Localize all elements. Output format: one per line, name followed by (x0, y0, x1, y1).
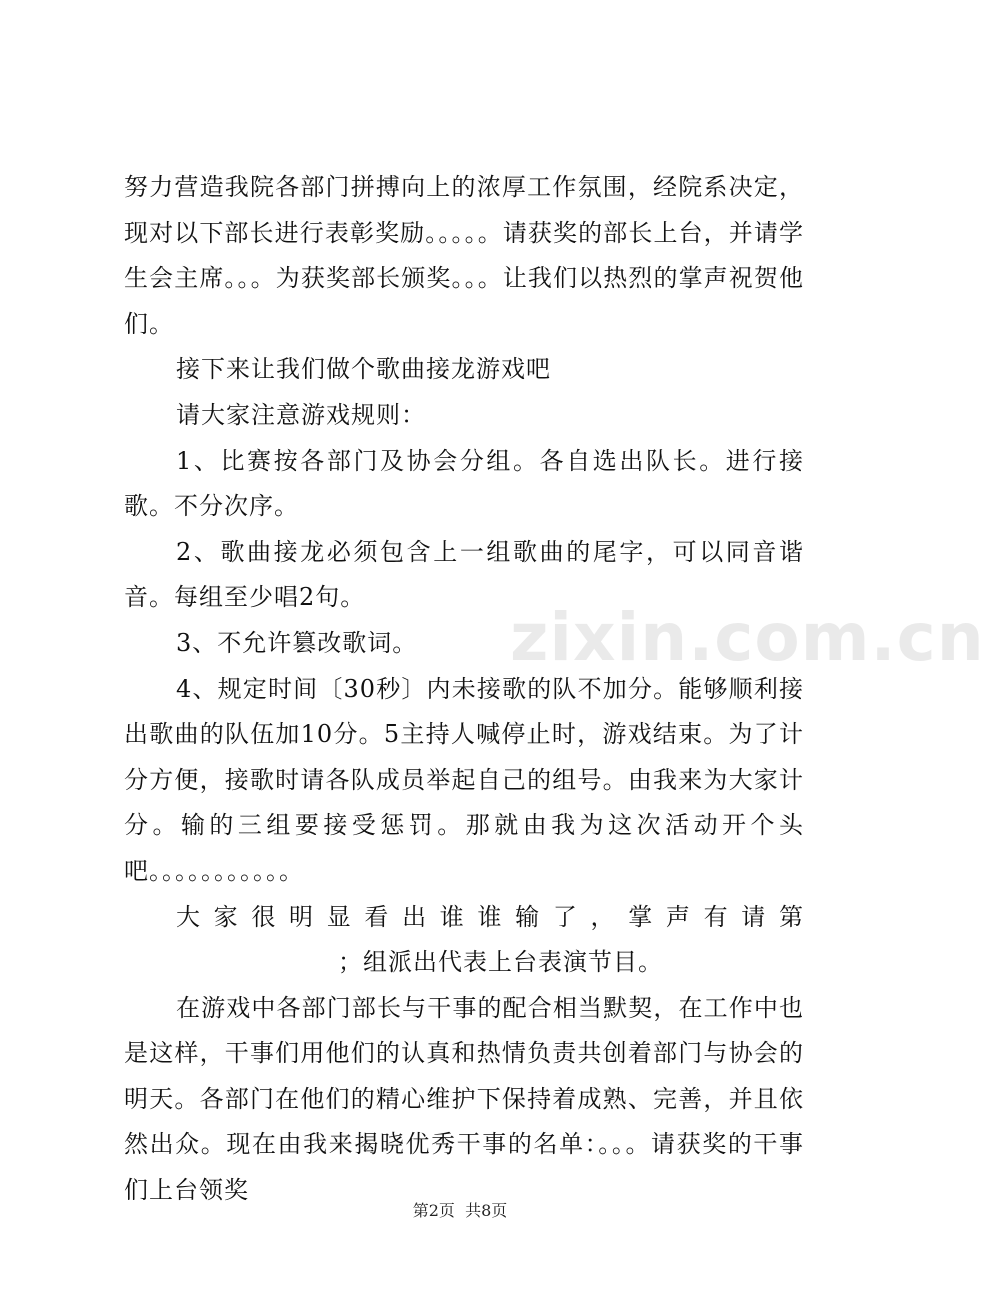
page-footer: 第2页 共8页 (412, 1201, 508, 1220)
paragraph-rule-4: 4、规定时间〔30秒〕内未接歌的队不加分。能够顺利接出歌曲的队伍加10分。5主持人喊停止时，游戏结束。为了计分方便，接歌时请各队成员举起自己的组号。由我来为大家计分。输的三组要接受惩罚。那就由我为这次活动开个头吧。。。。。。。。。。。 (124, 674, 804, 885)
paragraph-game-intro: 接下来让我们做个歌曲接龙游戏吧 (176, 355, 551, 384)
paragraph-rule-3: 3、不允许篡改歌词。 (176, 628, 418, 657)
paragraph-loser-performance (124, 895, 804, 986)
paragraph-rule-1: 1、比赛按各部门及协会分组。各自选出队长。进行接歌。不分次序。 (124, 446, 804, 521)
loser-text-after: ；组派出代表上台表演节目。 (338, 948, 663, 977)
paragraph-staff-award: 在游戏中各部门部长与干事的配合相当默契，在工作中也是这样，干事们用他们的认真和热情负责共创着部门与协会的明天。各部门在他们的精心维护下保持着成熟、完善，并且依然出众。现在由我来揭晓优秀干事的名单：。。。请获奖的干事们上台领奖 (124, 993, 804, 1205)
paragraph-rule-2: 2、歌曲接龙必须包含上一组歌曲的尾字，可以同音谐音。每组至少唱2句。 (124, 537, 804, 612)
paragraph-rules-heading: 请大家注意游戏规则： (176, 400, 426, 429)
site-watermark: zixin.com.cn (510, 599, 985, 676)
paragraph-award-departments: 努力营造我院各部门拼搏向上的浓厚工作氛围，经院系决定，现对以下部长进行表彰奖励。。。。。请获奖的部长上台，并请学生会主席。。。为获奖部长颁奖。。。让我们以热烈的掌声祝贺他们。 (124, 173, 804, 338)
loser-text-before: 大家很明显看出谁谁输了，掌声有请第 (176, 902, 804, 931)
document-body (124, 165, 804, 1214)
